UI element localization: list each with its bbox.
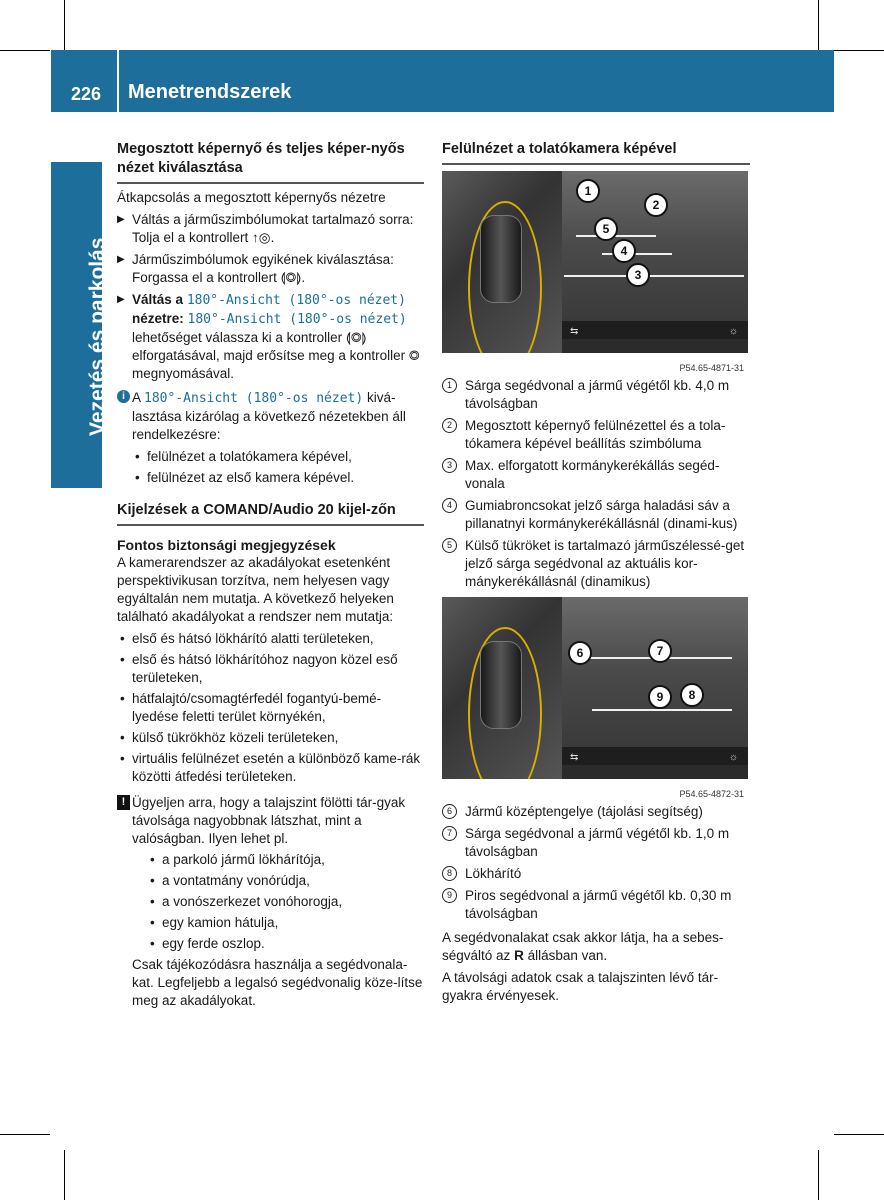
paragraph: A távolsági adatok csak a talajszinten lévő tár-gyakra érvényesek. (442, 970, 719, 1003)
legend-text: Sárga segédvonal a jármű végétől kb. 1,0 m távolságban (465, 826, 730, 859)
chapter-title: Menetrendszerek (128, 81, 292, 103)
section-title-rear-camera: Felülnézet a tolatókamera képével (442, 140, 750, 165)
legend-text: Gumiabroncsokat jelző sárga haladási sáv a pillanatnyi kormánykerékállásnál (dinami-kus) (465, 498, 738, 531)
side-tab-label: Vezetés és parkolás (86, 237, 109, 436)
warning-text: Ügyeljen arra, hogy a talajszint fölötti tár-gyak távolsága nagyobbnak látszhat, mint a valóságban. Ilyen lehet pl. (132, 795, 406, 846)
callout-marker: 3 (626, 263, 650, 287)
back-icon: ⇆ (570, 326, 579, 337)
settings-icon: ☼ (728, 326, 738, 337)
subsection-title: Fontos biztonsági megjegyzések (117, 537, 336, 553)
menu-option: 180°-Ansicht (180°-os nézet) (187, 312, 407, 327)
crop-mark (64, 0, 65, 50)
figure-code: P54.65-4871-31 (679, 363, 744, 373)
legend-number: 9 (442, 888, 457, 903)
legend-item (442, 865, 750, 883)
legend-number: 8 (442, 866, 457, 881)
intro-text: Átkapcsolás a megosztott képernyős nézetre (117, 190, 386, 205)
warning-icon: ! (117, 795, 130, 810)
crop-mark (0, 50, 50, 51)
legend-number: 5 (442, 538, 457, 553)
paragraph-text: A segédvonalakat csak akkor látja, ha a sebes-ségváltó az (442, 930, 724, 963)
warning-note (117, 794, 424, 1010)
legend-item (442, 887, 750, 923)
camera-image-panel (562, 171, 748, 321)
legend-item (442, 417, 750, 453)
camera-image-panel (562, 597, 748, 747)
step-bold: Váltás a (132, 292, 184, 307)
right-column (442, 140, 750, 1009)
top-view-panel (442, 597, 562, 779)
callout-marker: 7 (648, 639, 672, 663)
crop-mark (0, 1134, 50, 1135)
list-item: • a vontatmány vonórúdja, (147, 872, 424, 890)
crop-mark (818, 1150, 819, 1200)
info-icon: i (117, 390, 130, 403)
section-title-split-screen: Megosztott képernyő és teljes képer-nyős nézet kiválasztása (117, 140, 424, 184)
callout-marker: 2 (644, 193, 668, 217)
legend-text: Jármű középtengelye (tájolási segítség) (465, 804, 703, 819)
step-item: ▶ Váltás a járműszimbólumokat tartalmazó sorra: Tolja el a kontrollert ↑◎. (117, 211, 424, 247)
legend-text: Sárga segédvonal a jármű végétől kb. 4,0 m távolságban (465, 378, 730, 411)
callout-marker: 5 (594, 217, 618, 241)
list-item: • a vonószerkezet vonóhorogja, (147, 893, 424, 911)
list-item: • egy kamion hátulja, (147, 914, 424, 932)
step-item: ▶ Járműszimbólumok egyikének kiválasztása: Forgassa el a kontrollert ⟬◎⟭. (117, 251, 424, 287)
page-number: 226 (71, 84, 102, 104)
paragraph (442, 929, 750, 965)
top-view-panel (442, 171, 562, 353)
list-item: • felülnézet a tolatókamera képével, (132, 448, 424, 466)
callout-marker: 8 (680, 683, 704, 707)
crop-mark (834, 50, 884, 51)
list-item: • külső tükrökhöz közeli területeken, (117, 729, 424, 747)
menu-option: 180°-Ansicht (180°-os nézet) (144, 391, 364, 406)
guide-line (564, 275, 744, 277)
section-title-display: Kijelzések a COMAND/Audio 20 kijel-zőn (117, 501, 424, 526)
list-item: • egy ferde oszlop. (147, 935, 424, 953)
camera-toolbar (562, 747, 748, 765)
list-item: • felülnézet az első kamera képével. (132, 469, 424, 487)
gear-position: R (514, 948, 524, 963)
legend-item (442, 803, 750, 821)
legend-number: 1 (442, 378, 457, 393)
list-item: • virtuális felülnézet esetén a különböző kame-rák közötti átfedési területeken. (117, 750, 424, 786)
list-item: • első és hátsó lökhárító alatti területeken, (117, 630, 424, 648)
left-column (117, 140, 424, 1014)
legend-number: 6 (442, 804, 457, 819)
vehicle-top-view (480, 215, 522, 303)
legend-number: 2 (442, 418, 457, 433)
legend-number: 4 (442, 498, 457, 513)
step-bold: nézetre: (132, 311, 184, 326)
legend-item (442, 825, 750, 861)
vehicle-top-view (480, 641, 522, 729)
back-icon: ⇆ (570, 752, 579, 763)
info-note (117, 389, 424, 487)
legend-text: Piros segédvonal a jármű végétől kb. 0,30 m távolságban (465, 888, 732, 921)
warning-final: Csak tájékozódásra használja a segédvonala-kat. Legfeljebb a legalsó segédvonalig köze-lítse meg az akadályokat. (132, 957, 423, 1008)
legend-text: Lökhárító (465, 866, 522, 881)
legend-text: Max. elforgatott kormánykerékállás segéd-vonala (465, 458, 720, 491)
crop-mark (64, 1150, 65, 1200)
legend-text: Külső tükröket is tartalmazó járműszélessé-get jelző sárga segédvonal az aktuális kor-mánykerékállásnál (dinamikus) (465, 538, 745, 589)
paragraph-text: állásban van. (527, 948, 608, 963)
figure-code: P54.65-4872-31 (679, 789, 744, 799)
menu-option: 180°-Ansicht (180°-os nézet) (186, 293, 406, 308)
legend-number: 3 (442, 458, 457, 473)
callout-marker: 4 (612, 239, 636, 263)
step-text: lehetőséget válassza ki a kontroller ⟬◎⟭ elforgatásával, majd erősítse meg a kontroller ◎ megnyomásával. (132, 330, 420, 381)
callout-marker: 9 (648, 685, 672, 709)
legend-item (442, 377, 750, 413)
crop-mark (834, 1134, 884, 1135)
list-item: • első és hátsó lökhárítóhoz nagyon közel eső területeken, (117, 651, 424, 687)
settings-icon: ☼ (728, 752, 738, 763)
guide-line (592, 709, 732, 711)
legend-item (442, 497, 750, 533)
camera-toolbar (562, 321, 748, 339)
crop-mark (818, 0, 819, 50)
list-item: • a parkoló jármű lökhárítója, (147, 851, 424, 869)
legend-number: 7 (442, 826, 457, 841)
info-text: kivá-lasztása kizárólag a következő nézetekben áll rendelkezésre: (132, 390, 406, 442)
figure-rear-camera-view (442, 171, 748, 375)
step-item (117, 291, 424, 383)
figure-rear-camera-close-view (442, 597, 748, 801)
list-item: • hátfalajtó/csomagtérfedél fogantyú-bemé-lyedése feletti terület környékén, (117, 690, 424, 726)
paragraph: A kamerarendszer az akadályokat esetenként perspektivikusan torzítva, nem helyesen vagy egyáltalán nem mutatja. A következő helyeken található akadályokat a rendszer nem mutatja: (117, 555, 394, 624)
legend-text: Megosztott képernyő felülnézettel és a tola-tókamera képével beállítás szimbóluma (465, 418, 726, 451)
callout-marker: 6 (568, 641, 592, 665)
legend-item (442, 537, 750, 591)
info-text: A (132, 390, 141, 405)
header-separator (117, 50, 119, 112)
legend-item (442, 457, 750, 493)
callout-marker: 1 (576, 179, 600, 203)
